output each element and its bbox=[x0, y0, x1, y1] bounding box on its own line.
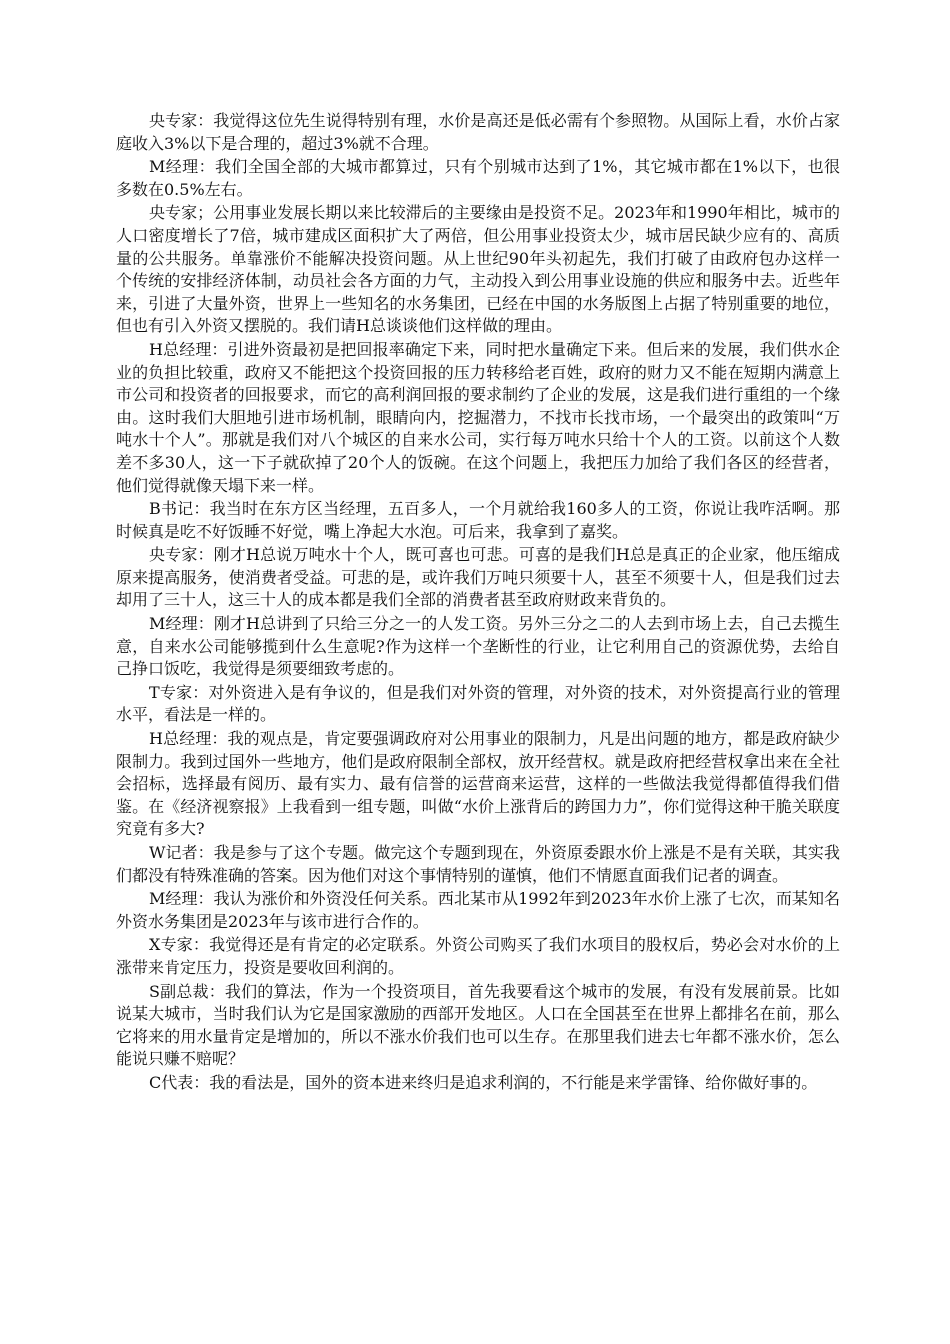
paragraph: 央专家：刚才H总说万吨水十个人，既可喜也可悲。可喜的是我们H总是真正的企业家，他压缩成原来提高服务，使消费者受益。可悲的是，或许我们万吨只须要十人，甚至不须要十人，但是我们过去却用了三十人，这三十人的成本都是我们全部的消费者甚至政府财政来背负的。 bbox=[116, 545, 840, 610]
paragraph: T专家：对外资进入是有争议的，但是我们对外资的管理，对外资的技术，对外资提高行业的管理水平，看法是一样的。 bbox=[116, 682, 840, 725]
paragraph: C代表：我的看法是，国外的资本进来终归是追求利润的，不行能是来学雷锋、给你做好事的。 bbox=[149, 1072, 818, 1092]
paragraph: H总经理：我的观点是，肯定要强调政府对公用事业的限制力，凡是出问题的地方，都是政府缺少限制力。我到过国外一些地方，他们是政府限制全部权，放开经营权。就是政府把经营权拿出来在全社会招标，选择最有阅历、最有实力、最有信誉的运营商来运营，这样的一些做法我觉得都值得我们借鉴。在《经济视察报》上我看到一组专题，叫做“水价上涨背后的跨国力力”，你们觉得这种干脆关联度究竟有多大? bbox=[116, 729, 840, 839]
document-body bbox=[116, 110, 840, 1096]
paragraph: X专家：我觉得还是有肯定的必定联系。外资公司购买了我们水项目的股权后，势必会对水价的上涨带来肯定压力，投资是要收回利润的。 bbox=[116, 935, 840, 977]
paragraph: M经理：我认为涨价和外资没任何关系。西北某市从1992年到2023年水价上涨了七次，而某知名外资水务集团是2023年与该市进行合作的。 bbox=[116, 889, 840, 931]
paragraph: B书记：我当时在东方区当经理，五百多人，一个月就给我160多人的工资，你说让我咋活啊。那时候真是吃不好饭睡不好觉，嘴上净起大水泡。可后来，我拿到了嘉奖。 bbox=[116, 499, 840, 541]
paragraph: H总经理：引进外资最初是把回报率确定下来，同时把水量确定下来。但后来的发展，我们供水企业的负担比较重，政府又不能把这个投资回报的压力转移给老百姓，政府的财力又不能在短期内满意上市公司和投资者的回报要求，而它的高利润回报的要求制约了企业的发展，这是我们进行重组的一个缘由。这时我们大胆地引进市场机制，眼睛向内，挖掘潜力，不找市长找市场，一个最突出的政策叫“万吨水十个人”。那就是我们对八个城区的自来水公司，实行每万吨水只给十个人的工资。以前这个人数差不多30人，这一下子就砍掉了20个人的饭碗。在这个问题上，我把压力加给了我们各区的经营者，他们觉得就像天塌下来一样。 bbox=[116, 339, 840, 495]
paragraph: M经理：刚才H总讲到了只给三分之一的人发工资。另外三分之二的人去到市场上去，自己去揽生意，自来水公司能够揽到什么生意呢?作为这样一个垄断性的行业，让它利用自己的资源优势，去给自己挣口饭吃，我觉得是须要细致考虑的。 bbox=[116, 614, 840, 679]
paragraph: M经理：我们全国全部的大城市都算过，只有个别城市达到了1%，其它城市都在1%以下，也很多数在0.5%左右。 bbox=[116, 157, 840, 199]
paragraph: 央专家：我觉得这位先生说得特别有理，水价是高还是低必需有个参照物。从国际上看，水价占家庭收入3%以下是合理的，超过3%就不合理。 bbox=[116, 111, 840, 153]
paragraph: S副总裁：我们的算法，作为一个投资项目，首先我要看这个城市的发展，有没有发展前景。比如说某大城市，当时我们认为它是国家激励的西部开发地区。人口在全国甚至在世界上都排名在前，那么它将来的用水量肯定是增加的，所以不涨水价我们也可以生存。在那里我们进去七年都不涨水价，怎么能说只赚不赔呢？ bbox=[116, 981, 840, 1069]
paragraph: 央专家；公用事业发展长期以来比较滞后的主要缘由是投资不足。2023年和1990年相比，城市的人口密度增长了7倍，城市建成区面积扩大了两倍，但公用事业投资太少，城市居民缺少应有的、高质量的公共服务。单靠涨价不能解决投资问题。从上世纪90年头初起先，我们打破了由政府包办这样一个传统的安排经济体制，动员社会各方面的力气，主动投入到公用事业设施的供应和服务中去。近些年来，引进了大量外资，世界上一些知名的水务集团，已经在中国的水务版图上占据了特别重要的地位，但也有引入外资又摆脱的。我们请H总谈谈他们这样做的理由。 bbox=[116, 203, 840, 336]
paragraph: W记者：我是参与了这个专题。做完这个专题到现在，外资原委跟水价上涨是不是有关联，其实我们都没有特殊准确的答案。因为他们对这个事情特别的谨慎，他们不情愿直面我们记者的调查。 bbox=[116, 843, 840, 885]
